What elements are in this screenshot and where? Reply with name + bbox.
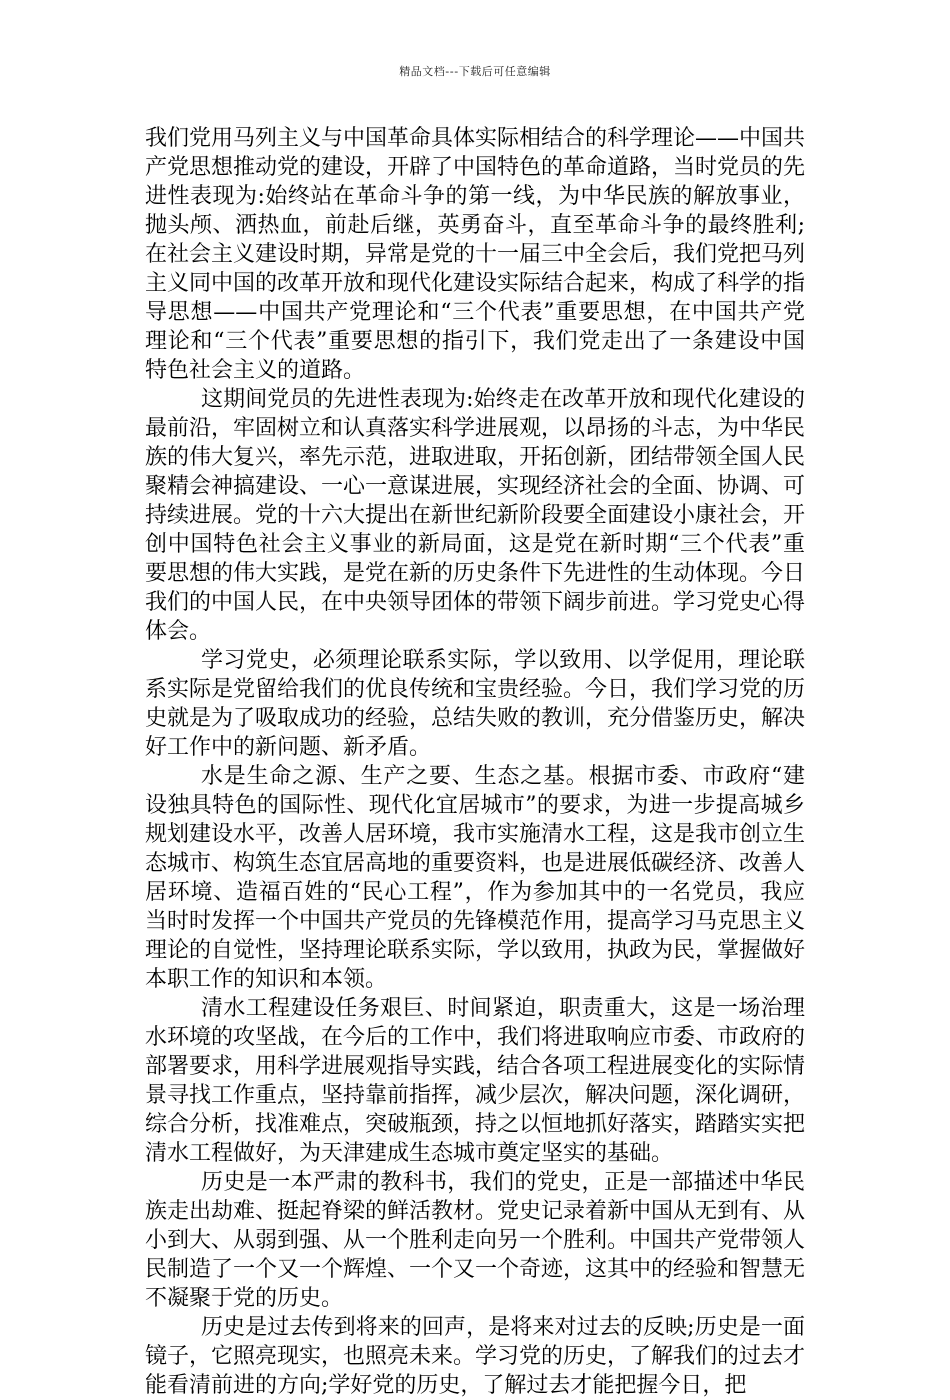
paragraph: 学习党史，必须理论联系实际，学以致用、以学促用，理论联系实际是党留给我们的优良传统和宝贵经验。今日，我们学习党的历史就是为了吸取成功的经验，总结失败的教训，充分借鉴历史，解决好工作中的新问题、新矛盾。 [145,648,806,760]
paragraph: 清水工程建设任务艰巨、时间紧迫，职责重大，这是一场治理水环境的攻坚战，在今后的工作中，我们将进取响应市委、市政府的部署要求，用科学进展观指导实践，结合各项工程进展变化的实际情景寻找工作重点，坚持靠前指挥，减少层次，解决问题，深化调研，综合分析，找准难点，突破瓶颈，持之以恒地抓好落实，踏踏实实把清水工程做好，为天津建成生态城市奠定坚实的基础。 [145,996,806,1166]
page-header: 精品文档---下载后可任意编辑 [399,65,551,78]
document-body [145,124,805,1400]
paragraph: 历史是一本严肃的教科书，我们的党史，正是一部描述中华民族走出劫难、挺起脊梁的鲜活教材。党史记录着新中国从无到有、从小到大、从弱到强、从一个胜利走向另一个胜利。中国共产党带领人民制造了一个又一个辉煌、一个又一个奇迹，这其中的经验和智慧无不凝聚于党的历史。 [145,1170,806,1311]
paragraph: 历史是过去传到将来的回声，是将来对过去的反映;历史是一面镜子，它照亮现实，也照亮未来。学习党的历史，了解我们的过去才能看清前进的方向;学好党的历史，了解过去才能把握今日，把 [145,1315,806,1398]
paragraph: 我们党用马列主义与中国革命具体实际相结合的科学理论——中国共产党思想推动党的建设，开辟了中国特色的革命道路，当时党员的先进性表现为:始终站在革命斗争的第一线，为中华民族的解放事业，抛头颅、洒热血，前赴后继，英勇奋斗，直至革命斗争的最终胜利;在社会主义建设时期，异常是党的十一届三中全会后，我们党把马列主义同中国的改革开放和现代化建设实际结合起来，构成了科学的指导思想——中国共产党理论和“三个代表”重要思想，在中国共产党理论和“三个代表”重要思想的指引下，我们党走出了一条建设中国特色社会主义的道路。 [145,126,806,383]
paragraph: 水是生命之源、生产之要、生态之基。根据市委、市政府“建设独具特色的国际性、现代化宜居城市”的要求，为进一步提高城乡规划建设水平，改善人居环境，我市实施清水工程，这是我市创立生态城市、构筑生态宜居高地的重要资料，也是进展低碳经济、改善人居环境、造福百姓的“民心工程”，作为参加其中的一名党员，我应当时时发挥一个中国共产党员的先锋模范作用，提高学习马克思主义理论的自觉性，坚持理论联系实际，学以致用，执政为民，掌握做好本职工作的知识和本领。 [145,764,806,992]
paragraph: 这期间党员的先进性表现为:始终走在改革开放和现代化建设的最前沿，牢固树立和认真落实科学进展观，以昂扬的斗志，为中华民族的伟大复兴，率先示范，进取进取，开拓创新，团结带领全国人民聚精会神搞建设、一心一意谋进展，实现经济社会的全面、协调、可持续进展。党的十六大提出在新世纪新阶段要全面建设小康社会，开创中国特色社会主义事业的新局面，这是党在新时期“三个代表”重要思想的伟大实践，是党在新的历史条件下先进性的生动体现。今日我们的中国人民，在中央领导团体的带领下阔步前进。学习党史心得体会。 [145,387,806,644]
